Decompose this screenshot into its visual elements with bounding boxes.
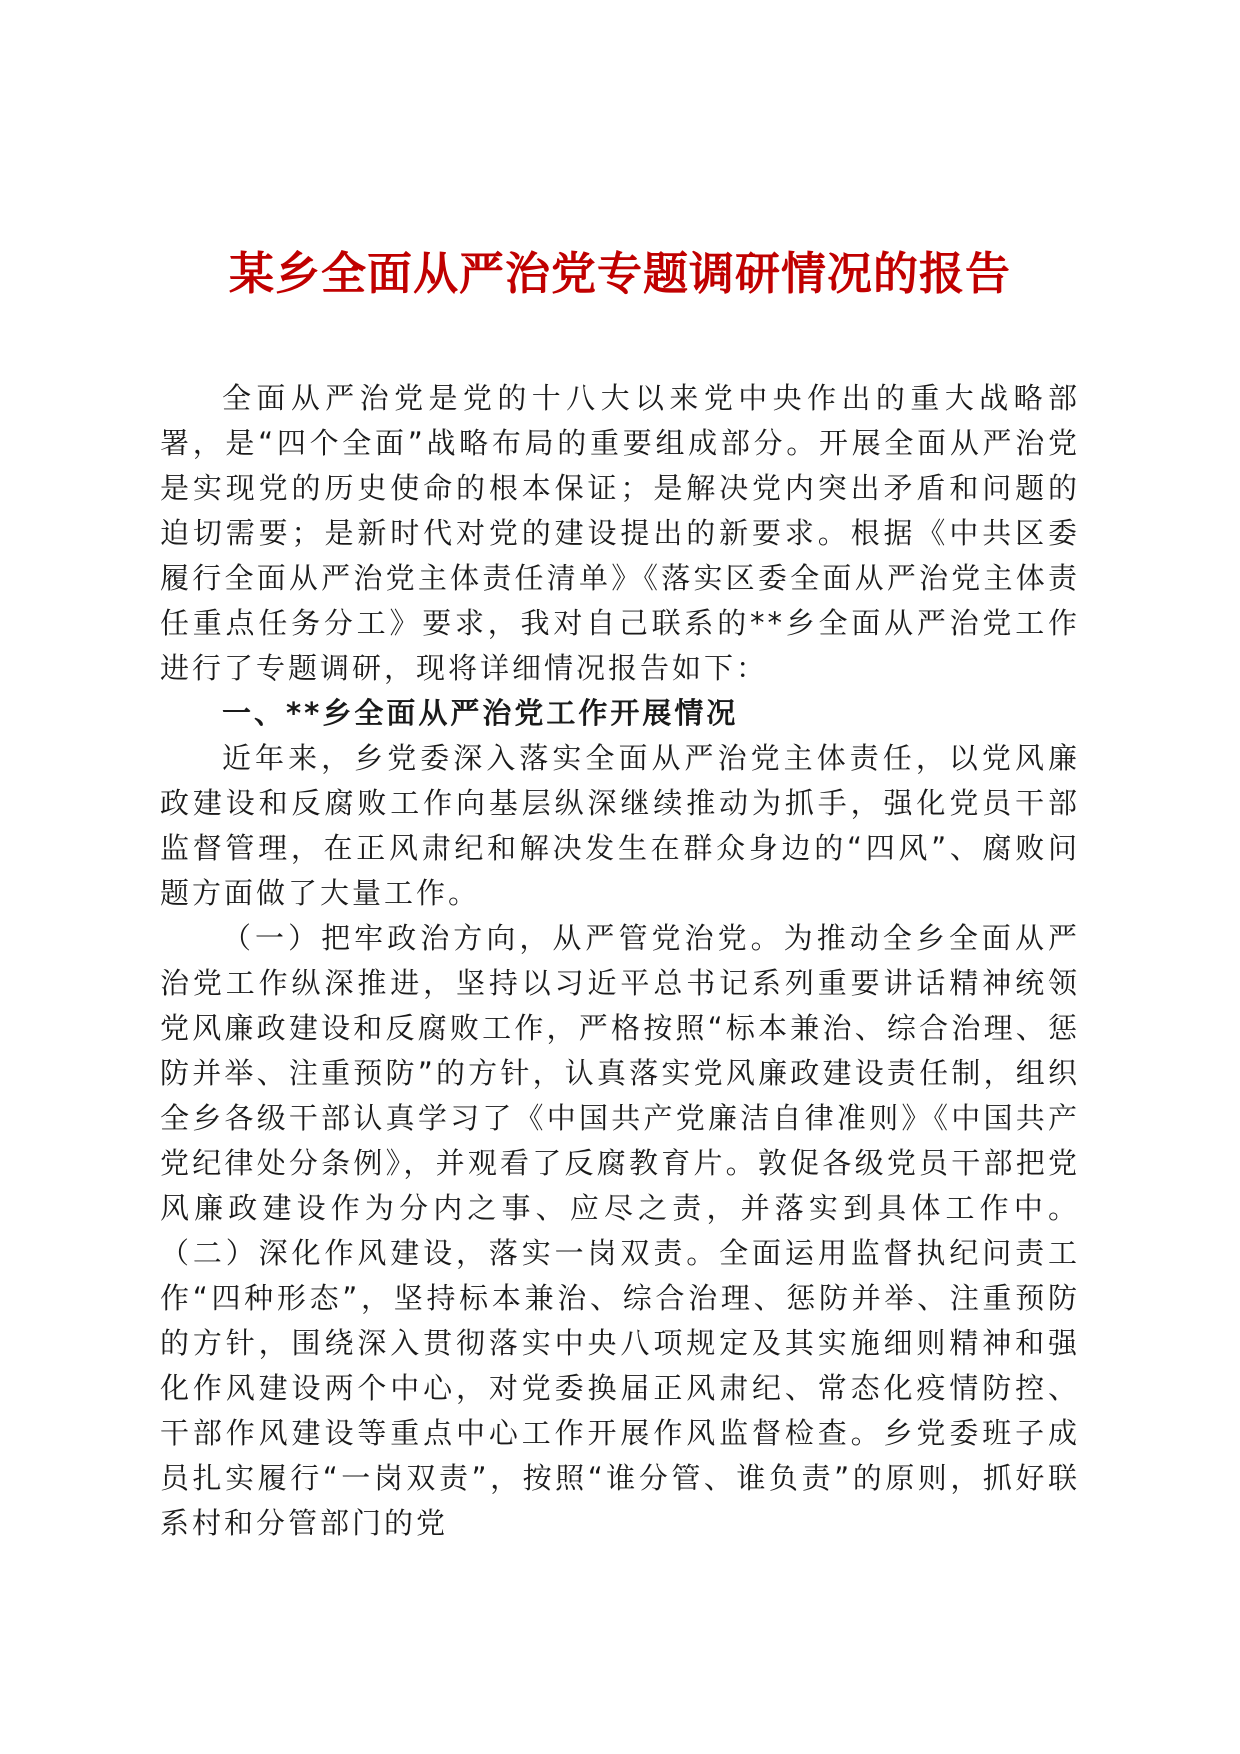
document-body [160,376,1080,1546]
section-1-paragraph: 近年来，乡党委深入落实全面从严治党主体责任，以党风廉政建设和反腐败工作向基层纵深继续推动为抓手，强化党员干部监督管理，在正风肃纪和解决发生在群众身边的“四风”、腐败问题方面做了大量工作。 [160,741,1080,910]
document-title: 某乡全面从严治党专题调研情况的报告 [228,247,1011,300]
section-heading-1: 一、**乡全面从严治党工作开展情况 [222,696,739,730]
subsection-paragraph: （一）把牢政治方向，从严管党治党。为推动全乡全面从严治党工作纵深推进，坚持以习近平总书记系列重要讲话精神统领党风廉政建设和反腐败工作，严格按照“标本兼治、综合治理、惩防并举、注重预防”的方针，认真落实党风廉政建设责任制，组织全乡各级干部认真学习了《中国共产党廉洁自律准则》《中国共产党纪律处分条例》，并观看了反腐教育片。敦促各级党员干部把党风廉政建设作为分内之事、应尽之责，并落实到具体工作中。（二）深化作风建设，落实一岗双责。全面运用监督执纪问责工作“四种形态”，坚持标本兼治、综合治理、惩防并举、注重预防的方针，围绕深入贯彻落实中央八项规定及其实施细则精神和强化作风建设两个中心，对党委换届正风肃纪、常态化疫情防控、干部作风建设等重点中心工作开展作风监督检查。乡党委班子成员扎实履行“一岗双责”，按照“谁分管、谁负责”的原则，抓好联系村和分管部门的党 [160,921,1080,1540]
intro-paragraph: 全面从严治党是党的十八大以来党中央作出的重大战略部署，是“四个全面”战略布局的重要组成部分。开展全面从严治党是实现党的历史使命的根本保证；是解决党内突出矛盾和问题的迫切需要；是新时代对党的建设提出的新要求。根据《中共区委履行全面从严治党主体责任清单》《落实区委全面从严治党主体责任重点任务分工》要求，我对自己联系的**乡全面从严治党工作进行了专题调研，现将详细情况报告如下： [160,381,1080,685]
